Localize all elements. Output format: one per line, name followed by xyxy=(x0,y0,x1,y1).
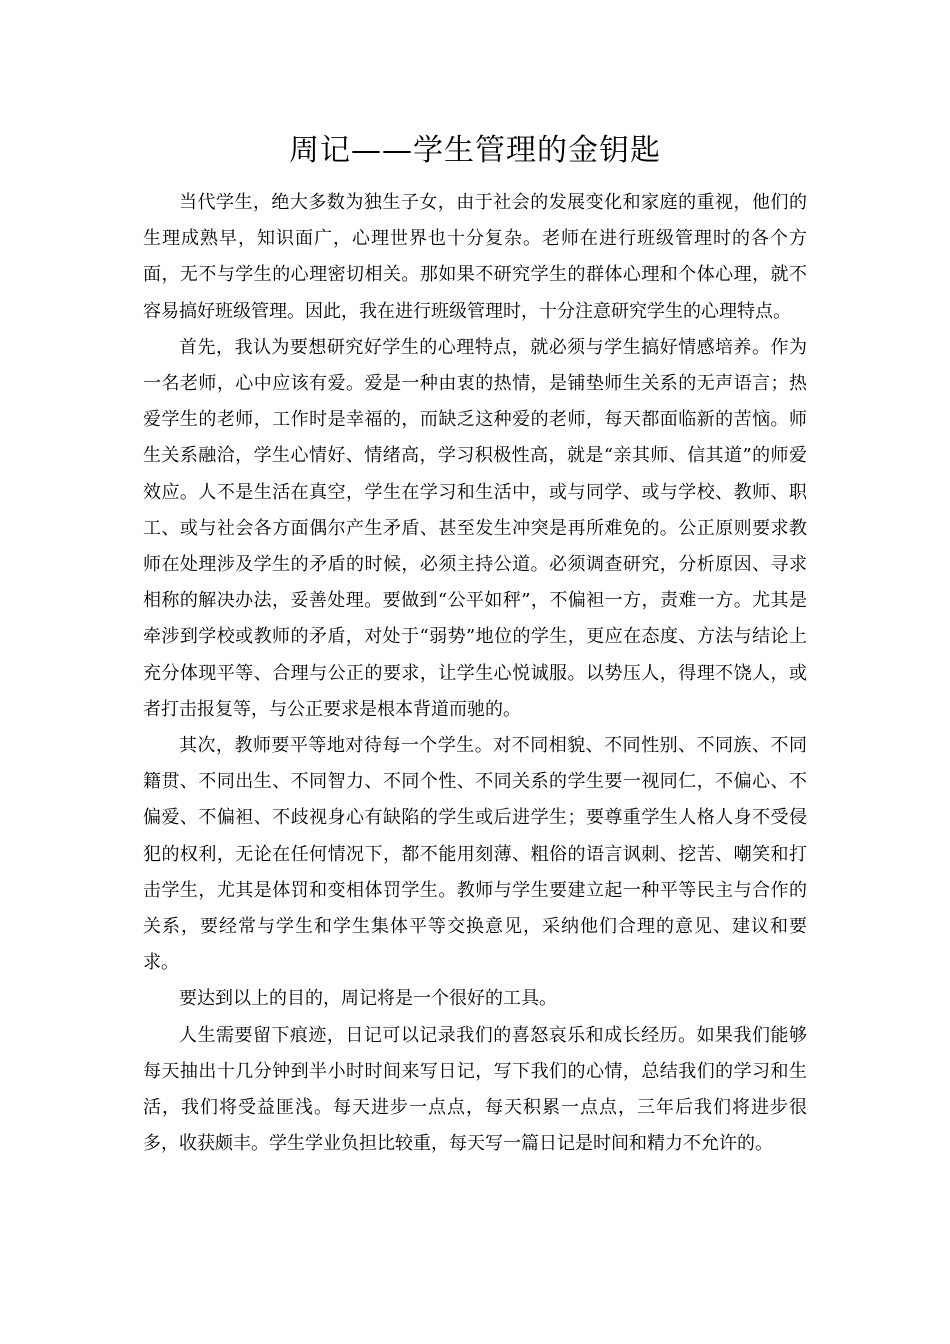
paragraph-4: 要达到以上的目的，周记将是一个很好的工具。 xyxy=(179,988,557,1010)
paragraph-5: 人生需要留下痕迹，日记可以记录我们的喜怒哀乐和成长经历。如果我们能够每天抽出十几分钟到半小时时间来写日记，写下我们的心情，总结我们的学习和生活，我们将受益匪浅。每天进步一点点，每天积累一点点，三年后我们将进步很多，收获颇丰。学生学业负担比较重，每天写一篇日记是时间和精力不允许的。 xyxy=(143,1024,807,1155)
document-body xyxy=(143,185,807,1162)
paragraph-2: 首先，我认为要想研究好学生的心理特点，就必须与学生搞好情感培养。作为一名老师，心中应该有爱。爱是一种由衷的热情，是铺垫师生关系的无声语言；热爱学生的老师，工作时是幸福的，而缺乏这种爱的老师，每天都面临新的苦恼。师生关系融洽，学生心情好、情绪高，学习积极性高，就是“亲其师、信其道”的师爱效应。人不是生活在真空，学生在学习和生活中，或与同学、或与学校、教师、职工、或与社会各方面偶尔产生矛盾、甚至发生冲突是再所难免的。公正原则要求教师在处理涉及学生的矛盾的时候，必须主持公道。必须调查研究，分析原因、寻求相称的解决办法，妥善处理。要做到“公平如秤”，不偏袒一方，责难一方。尤其是牵涉到学校或教师的矛盾，对处于“弱势”地位的学生，更应在态度、方法与结论上充分体现平等、合理与公正的要求，让学生心悦诚服。以势压人，得理不饶人，或者打击报复等，与公正要求是根本背道而驰的。 xyxy=(143,336,807,720)
document-title: 周记——学生管理的金钥匙 xyxy=(289,133,661,168)
paragraph-3: 其次，教师要平等地对待每一个学生。对不同相貌、不同性别、不同族、不同籍贯、不同出生、不同智力、不同个性、不同关系的学生要一视同仁，不偏心、不偏爱、不偏袒、不歧视身心有缺陷的学生或后进学生；要尊重学生人格人身不受侵犯的权利，无论在任何情况下，都不能用刻薄、粗俗的语言讽刺、挖苦、嘲笑和打击学生，尤其是体罚和变相体罚学生。教师与学生要建立起一种平等民主与合作的关系，要经常与学生和学生集体平等交换意见，采纳他们合理的意见、建议和要求。 xyxy=(143,735,807,974)
paragraph-1: 当代学生，绝大多数为独生子女，由于社会的发展变化和家庭的重视，他们的生理成熟早，知识面广，心理世界也十分复杂。老师在进行班级管理时的各个方面，无不与学生的心理密切相关。那如果不研究学生的群体心理和个体心理，就不容易搞好班级管理。因此，我在进行班级管理时，十分注意研究学生的心理特点。 xyxy=(143,192,807,322)
